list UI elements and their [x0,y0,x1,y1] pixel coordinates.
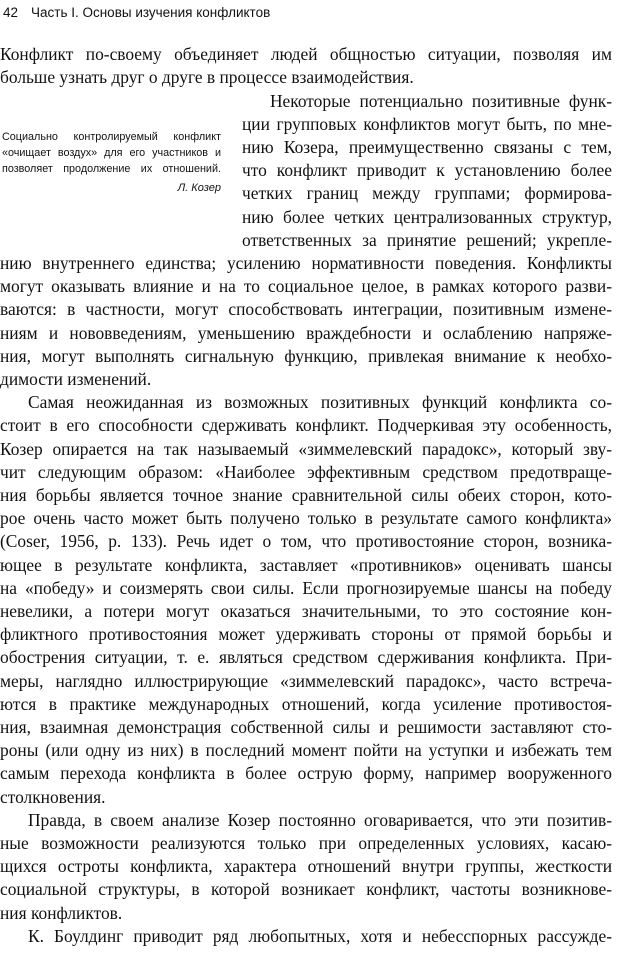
body-line: обострения ситуации, т. е. являться средством сдерживания конфликта. При- [0,647,612,667]
page-number: 42 [3,5,19,20]
body-line: на «победу» и соизмерять свои силы. Если прогнозируемые шансы на победу [0,578,612,598]
body-line: К. Боулдинг приводит ряд любопытных, хотя и небесспорных рассужде- [28,926,612,946]
body-line: нию внутреннего единства; усилению нормативности поведения. Конфликты [0,253,612,273]
body-line: стоит в его способности сдерживать конфликт. Подчеркивая эту особенность, [0,415,612,435]
body-line: ния, взаимная демонстрация собственной силы и решимости заставляют сто- [0,717,612,737]
body-line: ции групповых конфликтов могут быть, по мне- [242,114,612,134]
body-line: ваются: в частности, могут способствовать интеграции, позитивным измене- [0,299,612,319]
body-line: чит следующим образом: «Наиболее эффективным средством предотвраще- [0,462,612,482]
body-line: щихся остроты конфликта, характера отношений внутри группы, жесткости [0,856,612,876]
body-line: Некоторые потенциально позитивные функ- [270,91,612,111]
body-line: роны (или одну из них) в последний момент пойти на уступки и избежать тем [0,740,612,760]
body-line: ния борьбы является точное знание сравнительной силы обеих сторон, кото- [0,485,612,505]
body-line: ния конфликтов. [0,903,123,923]
body-line: димости изменений. [0,369,152,389]
body-line: рое очень часто может быть получено только в результате самого конфликта» [0,508,612,528]
body-line: ные возможности реализуются только при определенных условиях, касаю- [0,833,612,853]
body-line: самым перехода конфликта в более острую форму, например вооруженного [0,763,612,783]
sidebar-quote-line: позволяет продолжение их отношений. [2,163,221,175]
sidebar-quote [2,129,221,196]
body-line: фликтного противостояния может удерживать стороны от прямой борьбы и [0,624,612,644]
body-line: социальной структуры, в которой возникает конфликт, частоты возникнове- [0,879,612,899]
body-line: Правда, в своем анализе Козер постоянно оговаривается, что эти позитив- [28,810,612,830]
body-line: Козер опирается на так называемый «зиммелевский парадокс», который зву- [0,439,612,459]
body-line: больше узнать друг о друге в процессе взаимодействия. [0,67,414,87]
body-line: ются в практике международных отношений, когда усиление противостоя- [0,694,612,714]
sidebar-quote-line: «очищает воздух» для его участников и [2,147,221,159]
body-line: меры, наглядно иллюстрирующие «зиммелевский парадокс», часто встреча- [0,671,612,691]
body-line: нию более четких централизованных структур, [242,207,612,227]
body-line: могут оказывать влияние и на то социальное целое, в рамках которого разви- [0,276,612,296]
body-line: Самая неожиданная из возможных позитивных функций конфликта со- [28,392,612,412]
body-line: ния, могут выполнять сигнальную функцию, привлекая внимание к необхо- [0,346,612,366]
section-title: Часть I. Основы изучения конфликтов [31,5,271,20]
body-line: нию Козера, преимущественно связаны с тем, [242,137,612,157]
body-line: ответственных за принятие решений; укрепле- [242,230,612,250]
running-head [3,2,613,24]
sidebar-quote-line: Социально контролируемый конфликт [2,131,221,143]
sidebar-attribution: Л. Козер [177,182,221,194]
body-line: Конфликт по-своему объединяет людей общностью ситуации, позволяя им [0,44,612,64]
body-line: невелики, а потери могут оказаться значительными, то это состояние кон- [0,601,612,621]
body-line: ющее в результате конфликта, заставляет «противников» оценивать шансы [0,555,612,575]
body-line: что конфликт приводит к установлению более [242,160,612,180]
body-line: (Coser, 1956, p. 133). Речь идет о том, что противостояние сторон, возника- [0,531,612,551]
body-line: ниям и нововведениям, уменьшению враждебности и ослаблению напряже- [0,323,612,343]
body-line: столкновения. [0,787,106,807]
body-line: четких границ между группами; формирова- [242,183,612,203]
